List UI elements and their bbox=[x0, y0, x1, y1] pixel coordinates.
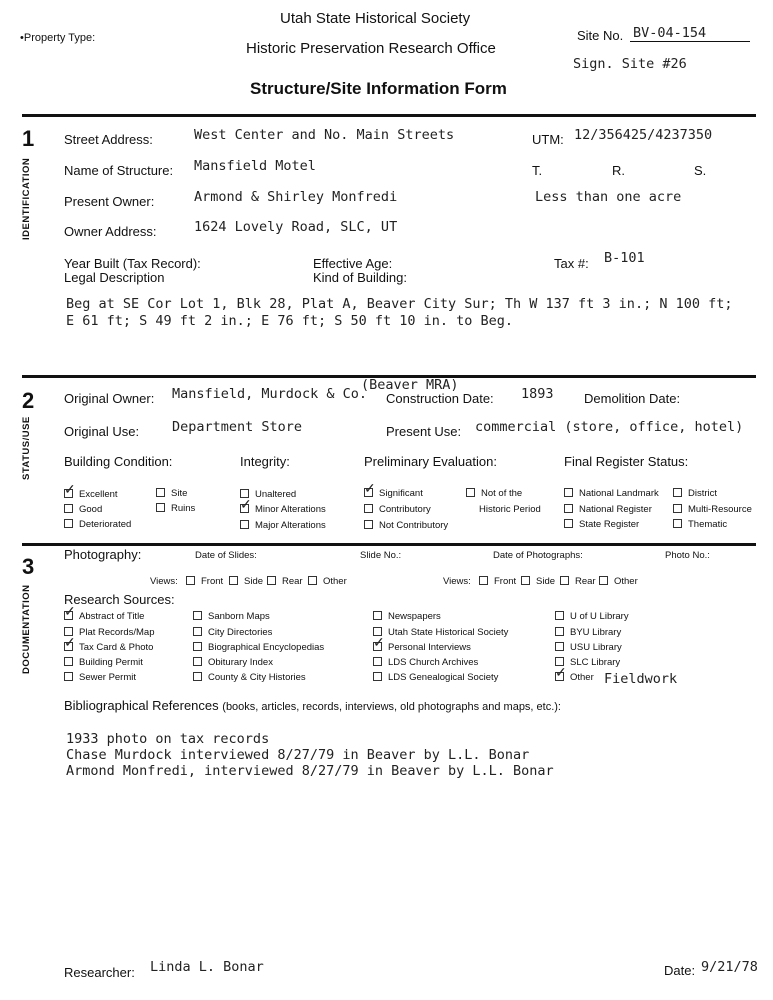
integrity-label: Integrity: bbox=[240, 454, 290, 469]
sign-site: Sign. Site #26 bbox=[573, 56, 687, 72]
checkbox-box bbox=[555, 627, 564, 636]
src-city-directories[interactable]: City Directories bbox=[193, 627, 272, 638]
township-label: T. bbox=[532, 163, 543, 178]
bibliography-line3: Armond Monfredi, interviewed 8/27/79 in Beaver by L.L. Bonar bbox=[66, 763, 554, 779]
checkbox-box bbox=[193, 657, 202, 666]
src-lds-church-archives[interactable]: LDS Church Archives bbox=[373, 657, 478, 668]
section2-title: STATUS/USE bbox=[21, 416, 32, 480]
utm-label: UTM: bbox=[532, 132, 564, 147]
owner-address-value: 1624 Lovely Road, SLC, UT bbox=[194, 219, 398, 235]
legal-description-label: Legal Description bbox=[64, 270, 165, 285]
checkbox-box bbox=[364, 520, 373, 529]
section1-number: 1 bbox=[22, 126, 35, 151]
office-name: Historic Preservation Research Office bbox=[246, 40, 496, 57]
original-owner-value: Mansfield, Murdock & Co. bbox=[172, 386, 368, 402]
src-byu-library[interactable]: BYU Library bbox=[555, 627, 621, 638]
final-register-status-label: Final Register Status: bbox=[564, 454, 689, 469]
checkbox-box bbox=[64, 504, 73, 513]
date-of-photographs-label: Date of Photographs: bbox=[493, 550, 583, 561]
checkbox-not-of-the-historic-period[interactable]: Not of the bbox=[466, 488, 522, 499]
form-title: Structure/Site Information Form bbox=[250, 79, 507, 98]
checkbox-box bbox=[564, 504, 573, 513]
src-building-permit[interactable]: Building Permit bbox=[64, 657, 143, 668]
checkbox-box bbox=[229, 576, 238, 585]
photo-view-rear[interactable]: Rear bbox=[560, 576, 596, 587]
src-other-value: Fieldwork bbox=[604, 671, 678, 687]
src-personal-interviews[interactable]: ✓Personal Interviews bbox=[373, 642, 471, 653]
structure-name-value: Mansfield Motel bbox=[194, 158, 316, 174]
tax-number-value: B-101 bbox=[604, 250, 645, 266]
present-use-label: Present Use: bbox=[386, 424, 462, 439]
checkbox-box bbox=[64, 489, 73, 498]
org-name: Utah State Historical Society bbox=[280, 10, 471, 27]
historic-period-text: Historic Period bbox=[479, 504, 541, 515]
effective-age-label: Effective Age: bbox=[313, 256, 393, 271]
slide-no-label: Slide No.: bbox=[360, 550, 402, 561]
photo-views-label: Views: bbox=[443, 576, 471, 587]
checkbox-box bbox=[240, 520, 249, 529]
date-label: Date: bbox=[664, 963, 696, 978]
checkbox-box bbox=[521, 576, 530, 585]
checkbox-good[interactable]: Good bbox=[64, 504, 102, 515]
src-u-of-u-library[interactable]: U of U Library bbox=[555, 611, 629, 622]
checkbox-box bbox=[64, 642, 73, 651]
range-label: R. bbox=[612, 163, 625, 178]
src-usu-library[interactable]: USU Library bbox=[555, 642, 622, 653]
original-use-value: Department Store bbox=[172, 419, 303, 435]
preliminary-evaluation-label: Preliminary Evaluation: bbox=[364, 454, 497, 469]
checkbox-box bbox=[193, 611, 202, 620]
src-tax-card[interactable]: ✓Tax Card & Photo bbox=[64, 642, 153, 653]
building-condition-label: Building Condition: bbox=[64, 454, 173, 469]
section1-rule bbox=[22, 114, 756, 117]
src-county-city-histories[interactable]: County & City Histories bbox=[193, 672, 306, 683]
src-plat-records[interactable]: Plat Records/Map bbox=[64, 627, 155, 638]
photo-view-side[interactable]: Side bbox=[521, 576, 555, 587]
photo-view-front[interactable]: Front bbox=[479, 576, 516, 587]
checkbox-box bbox=[193, 672, 202, 681]
checkbox-ruins[interactable]: Ruins bbox=[156, 503, 195, 514]
tax-number-label: Tax #: bbox=[554, 256, 589, 271]
checkbox-box bbox=[156, 488, 165, 497]
research-sources-label: Research Sources: bbox=[64, 592, 175, 607]
checkbox-box bbox=[673, 519, 682, 528]
checkbox-box bbox=[240, 504, 249, 513]
checkbox-excellent[interactable]: ✓Excellent bbox=[64, 489, 118, 500]
kind-of-building-label: Kind of Building: bbox=[313, 270, 407, 285]
bibliography-line2: Chase Murdock interviewed 8/27/79 in Beaver by L.L. Bonar bbox=[66, 747, 530, 763]
section1-title: IDENTIFICATION bbox=[21, 157, 32, 240]
checkbox-box bbox=[599, 576, 608, 585]
owner-address-label: Owner Address: bbox=[64, 224, 157, 239]
checkbox-box bbox=[193, 627, 202, 636]
checkbox-box bbox=[673, 488, 682, 497]
construction-date-value: 1893 bbox=[521, 386, 554, 402]
src-slc-library[interactable]: SLC Library bbox=[555, 657, 620, 668]
checkbox-box bbox=[373, 611, 382, 620]
checkbox-box bbox=[193, 642, 202, 651]
present-owner-value: Armond & Shirley Monfredi bbox=[194, 189, 398, 205]
structure-name-label: Name of Structure: bbox=[64, 163, 174, 178]
checkbox-deteriorated[interactable]: Deteriorated bbox=[64, 519, 131, 530]
src-sanborn-maps[interactable]: Sanborn Maps bbox=[193, 611, 270, 622]
photo-no-label: Photo No.: bbox=[665, 550, 710, 561]
date-of-slides-label: Date of Slides: bbox=[195, 550, 257, 561]
original-use-label: Original Use: bbox=[64, 424, 140, 439]
bibliography-line1: 1933 photo on tax records bbox=[66, 731, 270, 747]
checkbox-box bbox=[555, 642, 564, 651]
checkbox-major-alterations[interactable]: Major Alterations bbox=[240, 520, 326, 531]
checkbox-national-landmark[interactable]: National Landmark bbox=[564, 488, 659, 499]
src-other[interactable]: ✓Other bbox=[555, 672, 594, 683]
checkbox-box bbox=[64, 611, 73, 620]
photo-view-other[interactable]: Other bbox=[599, 576, 638, 587]
street-address-value: West Center and No. Main Streets bbox=[194, 127, 455, 143]
checkbox-box bbox=[64, 657, 73, 666]
site-no-value: BV-04-154 bbox=[633, 25, 707, 41]
section3-title: DOCUMENTATION bbox=[21, 584, 32, 674]
site-no-label: Site No. bbox=[577, 28, 624, 43]
checkbox-minor-alterations[interactable]: ✓Minor Alterations bbox=[240, 504, 326, 515]
checkbox-box bbox=[64, 672, 73, 681]
checkbox-box bbox=[673, 504, 682, 513]
property-type-label: •Property Type: bbox=[20, 32, 96, 44]
checkbox-box bbox=[373, 672, 382, 681]
checkbox-box bbox=[156, 503, 165, 512]
mra-note: (Beaver MRA) bbox=[361, 377, 459, 393]
section3-number: 3 bbox=[22, 554, 35, 579]
section2-number: 2 bbox=[22, 388, 35, 413]
slide-view-rear[interactable]: Rear bbox=[267, 576, 303, 587]
slide-view-other[interactable]: Other bbox=[308, 576, 347, 587]
present-use-value: commercial (store, office, hotel) bbox=[475, 419, 744, 435]
checkbox-box bbox=[186, 576, 195, 585]
slide-view-front[interactable]: Front bbox=[186, 576, 223, 587]
photography-label: Photography: bbox=[64, 547, 142, 562]
checkbox-box bbox=[64, 519, 73, 528]
researcher-value: Linda L. Bonar bbox=[150, 959, 264, 975]
checkbox-box bbox=[373, 657, 382, 666]
src-biographical-encyclopedias[interactable]: Biographical Encyclopedias bbox=[193, 642, 324, 653]
checkbox-district[interactable]: District bbox=[673, 488, 717, 499]
src-lds-genealogical-society[interactable]: LDS Genealogical Society bbox=[373, 672, 498, 683]
src-obituary-index[interactable]: Obiturary Index bbox=[193, 657, 273, 668]
legal-description-line2: E 61 ft; S 49 ft 2 in.; E 76 ft; S 50 ft 10 in. to Beg. bbox=[66, 313, 514, 329]
src-abstract-of-title[interactable]: ✓Abstract of Title bbox=[64, 611, 144, 622]
researcher-label: Researcher: bbox=[64, 965, 135, 980]
checkbox-site[interactable]: Site bbox=[156, 488, 187, 499]
checkbox-thematic[interactable]: Thematic bbox=[673, 519, 727, 530]
checkbox-box bbox=[267, 576, 276, 585]
src-newspapers[interactable]: Newspapers bbox=[373, 611, 441, 622]
slide-views-label: Views: bbox=[150, 576, 178, 587]
checkbox-unaltered[interactable]: Unaltered bbox=[240, 489, 296, 500]
src-utah-state-historical-society[interactable]: Utah State Historical Society bbox=[373, 627, 508, 638]
checkbox-national-register[interactable]: National Register bbox=[564, 504, 652, 515]
date-value: 9/21/78 bbox=[701, 959, 758, 975]
utm-value: 12/356425/4237350 bbox=[574, 127, 713, 143]
section-label: S. bbox=[694, 163, 707, 178]
checkbox-box bbox=[555, 672, 564, 681]
checkbox-significant[interactable]: ✓Significant bbox=[364, 488, 423, 499]
checkbox-not-contributory[interactable]: Not Contributory bbox=[364, 520, 448, 531]
checkbox-box bbox=[564, 488, 573, 497]
street-address-label: Street Address: bbox=[64, 132, 153, 147]
checkbox-multi-resource[interactable]: Multi-Resource bbox=[673, 504, 752, 515]
checkbox-box bbox=[364, 504, 373, 513]
acreage-value: Less than one acre bbox=[535, 189, 682, 205]
checkbox-box bbox=[564, 519, 573, 528]
src-sewer-permit[interactable]: Sewer Permit bbox=[64, 672, 136, 683]
year-built-label: Year Built (Tax Record): bbox=[64, 256, 201, 271]
checkbox-contributory[interactable]: Contributory bbox=[364, 504, 431, 515]
checkbox-box bbox=[555, 611, 564, 620]
site-no-underline bbox=[630, 41, 750, 42]
original-owner-label: Original Owner: bbox=[64, 391, 155, 406]
checkbox-box bbox=[364, 488, 373, 497]
checkbox-box bbox=[560, 576, 569, 585]
section3-rule bbox=[22, 543, 756, 546]
legal-description-line1: Beg at SE Cor Lot 1, Blk 28, Plat A, Beaver City Sur; Th W 137 ft 3 in.; N 100 ft; bbox=[66, 296, 733, 312]
checkbox-box bbox=[466, 488, 475, 497]
checkbox-state-register[interactable]: State Register bbox=[564, 519, 639, 530]
demolition-date-label: Demolition Date: bbox=[584, 391, 681, 406]
checkbox-box bbox=[308, 576, 317, 585]
checkbox-box bbox=[479, 576, 488, 585]
bibliographical-references-label: Bibliographical References (books, articles, records, interviews, old photographs and maps, etc.): bbox=[64, 698, 561, 713]
construction-date-label: Construction Date: bbox=[386, 391, 494, 406]
present-owner-label: Present Owner: bbox=[64, 194, 155, 209]
slide-view-side[interactable]: Side bbox=[229, 576, 263, 587]
checkbox-box bbox=[373, 642, 382, 651]
